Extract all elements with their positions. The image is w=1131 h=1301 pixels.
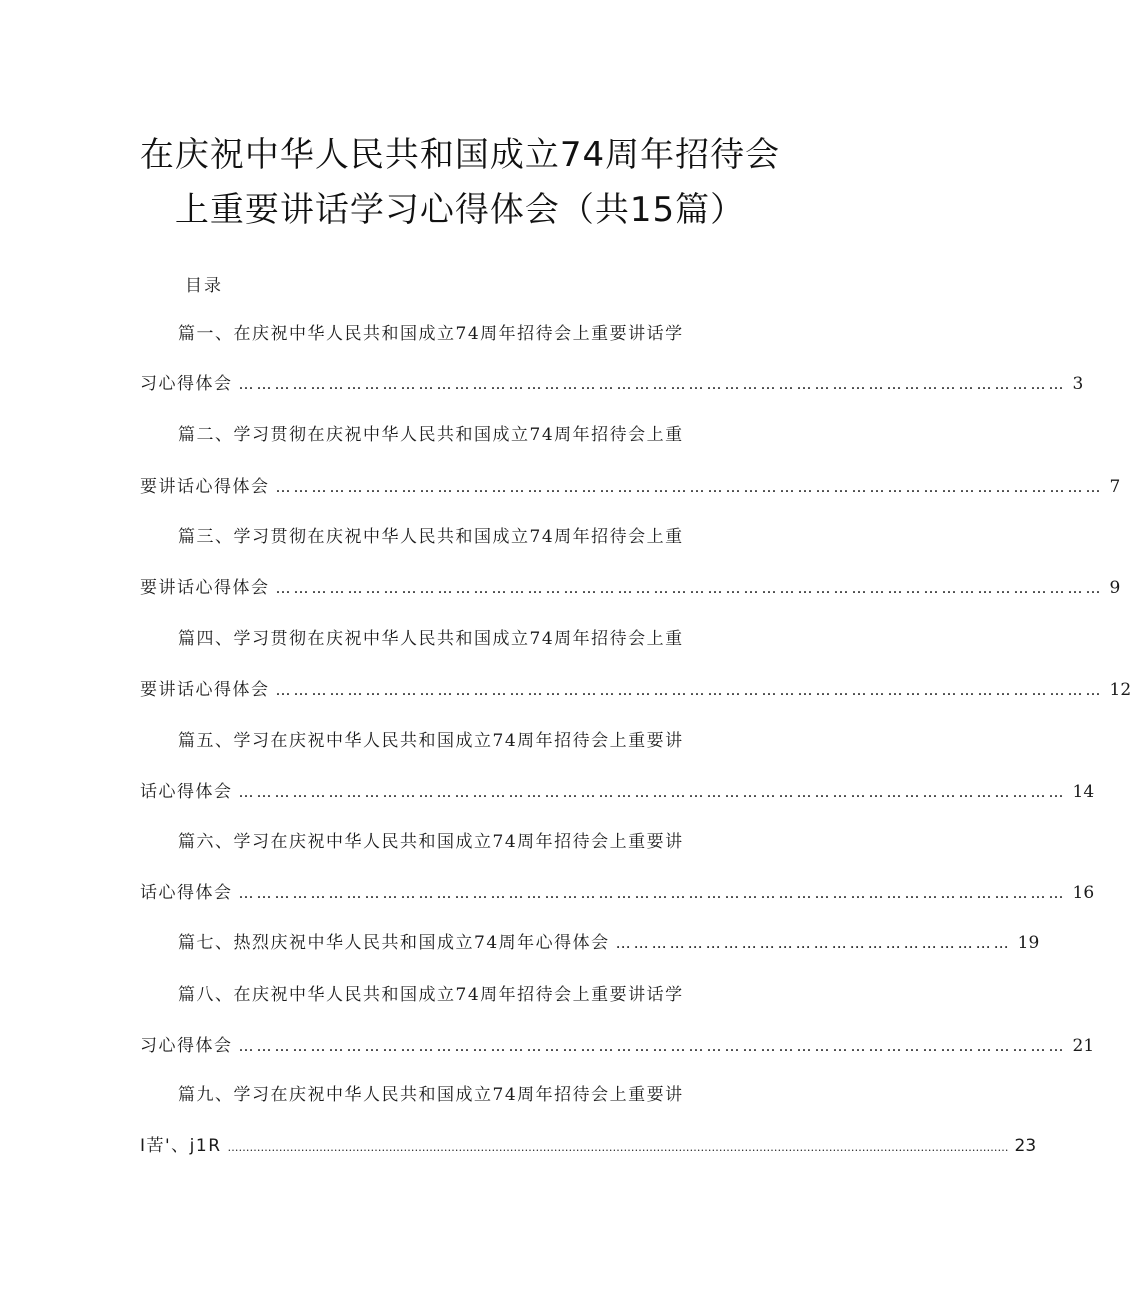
- toc-entry-1-text: 习心得体会: [140, 374, 233, 394]
- toc-entry-8-line-2: [140, 1036, 1095, 1056]
- toc-entry-9-line-1: 篇九、学习在庆祝中华人民共和国成立74周年招待会上重要讲: [178, 1085, 684, 1105]
- toc-entry-5-text: 话心得体会: [140, 782, 233, 802]
- dot-leader: …………………………………………………………………………………………………………………………: [238, 783, 1067, 801]
- toc-entry-2-line-2: [140, 477, 1121, 497]
- document-title-line-2: 上重要讲话学习心得体会（共15篇）: [174, 190, 746, 230]
- toc-entry-4-page: 12: [1109, 680, 1131, 700]
- toc-entry-5-page: 14: [1072, 782, 1095, 802]
- toc-entry-9-page: 23: [1014, 1136, 1037, 1156]
- toc-entry-4-line-2: [140, 680, 1131, 700]
- toc-entry-6-line-1: 篇六、学习在庆祝中华人民共和国成立74周年招待会上重要讲: [178, 832, 684, 852]
- toc-entry-9-text: I苦'、j1R: [140, 1136, 222, 1156]
- document-title-line-1: 在庆祝中华人民共和国成立74周年招待会: [139, 135, 781, 175]
- toc-entry-1-page: 3: [1072, 374, 1084, 394]
- toc-entry-3-text: 要讲话心得体会: [140, 578, 270, 598]
- toc-entry-3-page: 9: [1109, 578, 1121, 598]
- toc-entry-7: [178, 933, 1040, 953]
- dot-leader: …………………………………………………………………………………………………………………………: [238, 1037, 1067, 1055]
- toc-entry-3-line-1: 篇三、学习贯彻在庆祝中华人民共和国成立74周年招待会上重: [178, 527, 684, 547]
- dot-leader: …………………………………………………………………………………………………………………………: [275, 478, 1104, 496]
- toc-entry-5-line-1: 篇五、学习在庆祝中华人民共和国成立74周年招待会上重要讲: [178, 731, 684, 751]
- toc-entry-3-line-2: [140, 578, 1121, 598]
- toc-entry-6-text: 话心得体会: [140, 883, 233, 903]
- dot-leader: …………………………………………………………: [615, 934, 1012, 952]
- toc-entry-4-text: 要讲话心得体会: [140, 680, 270, 700]
- dot-leader: …………………………………………………………………………………………………………………………: [275, 681, 1104, 699]
- toc-entry-8-text: 习心得体会: [140, 1036, 233, 1056]
- toc-entry-5-line-2: [140, 782, 1095, 802]
- toc-entry-1-line-1: 篇一、在庆祝中华人民共和国成立74周年招待会上重要讲话学: [178, 324, 684, 344]
- toc-entry-9-line-2: [140, 1136, 1037, 1156]
- toc-entry-7-text: 篇七、热烈庆祝中华人民共和国成立74周年心得体会: [178, 933, 610, 953]
- toc-entry-8-page: 21: [1072, 1036, 1095, 1056]
- dot-leader: ……………………………………………………………………………………………………………………………………………………………………………………………: [227, 1141, 1009, 1154]
- toc-entry-6-line-2: [140, 883, 1095, 903]
- toc-entry-7-page: 19: [1017, 933, 1040, 953]
- toc-entry-2-page: 7: [1109, 477, 1121, 497]
- toc-entry-2-line-1: 篇二、学习贯彻在庆祝中华人民共和国成立74周年招待会上重: [178, 425, 684, 445]
- dot-leader: …………………………………………………………………………………………………………………………: [238, 884, 1067, 902]
- toc-entry-8-line-1: 篇八、在庆祝中华人民共和国成立74周年招待会上重要讲话学: [178, 985, 684, 1005]
- dot-leader: …………………………………………………………………………………………………………………………: [238, 375, 1067, 393]
- toc-entry-6-page: 16: [1072, 883, 1095, 903]
- toc-heading: 目录: [185, 276, 223, 296]
- toc-entry-2-text: 要讲话心得体会: [140, 477, 270, 497]
- toc-entry-1-line-2: [140, 374, 1084, 394]
- dot-leader: …………………………………………………………………………………………………………………………: [275, 579, 1104, 597]
- toc-entry-4-line-1: 篇四、学习贯彻在庆祝中华人民共和国成立74周年招待会上重: [178, 629, 684, 649]
